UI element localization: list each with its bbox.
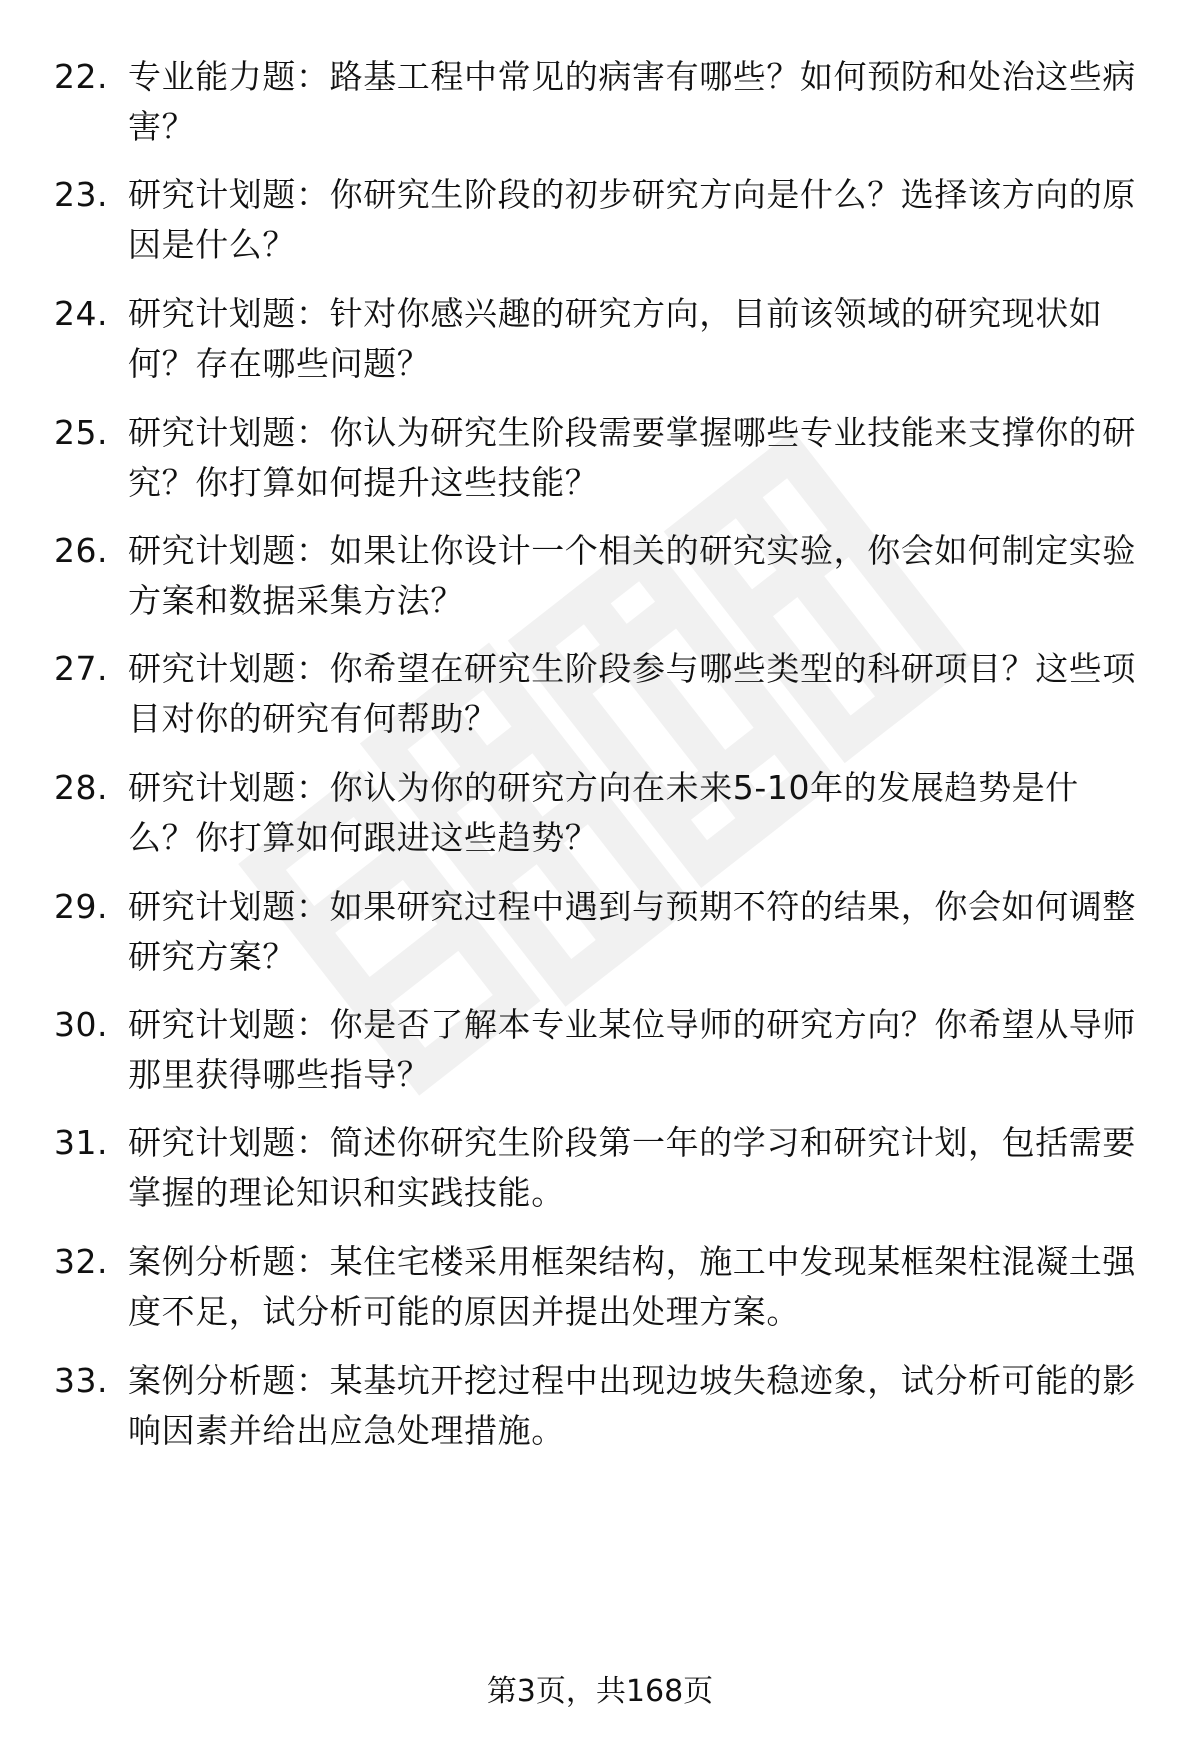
question-number: 27. <box>54 649 108 688</box>
question-text: 研究计划题：如果研究过程中遇到与预期不符的结果，你会如何调整研究方案？ <box>128 887 1136 976</box>
question-number: 23. <box>54 175 108 214</box>
question-item <box>0 408 1200 518</box>
question-item <box>0 882 1200 992</box>
question-item <box>0 1356 1200 1466</box>
question-item <box>0 52 1200 162</box>
question-text: 研究计划题：你认为你的研究方向在未来5-10年的发展趋势是什么？你打算如何跟进这些趋势？ <box>128 768 1079 857</box>
question-number: 22. <box>54 57 108 96</box>
question-text: 研究计划题：如果让你设计一个相关的研究实验，你会如何制定实验方案和数据采集方法？ <box>128 531 1136 620</box>
question-text: 研究计划题：针对你感兴趣的研究方向，目前该领域的研究现状如何？存在哪些问题？ <box>128 294 1103 383</box>
question-text: 研究计划题：你研究生阶段的初步研究方向是什么？选择该方向的原因是什么？ <box>128 175 1136 264</box>
question-item <box>0 526 1200 636</box>
question-item <box>0 1118 1200 1228</box>
question-item <box>0 763 1200 873</box>
question-text: 案例分析题：某住宅楼采用框架结构，施工中发现某框架柱混凝土强度不足，试分析可能的原因并提出处理方案。 <box>128 1242 1136 1331</box>
question-item <box>0 170 1200 280</box>
question-text: 研究计划题：你认为研究生阶段需要掌握哪些专业技能来支撑你的研究？你打算如何提升这些技能？ <box>128 413 1136 502</box>
question-number: 32. <box>54 1242 108 1281</box>
page-footer: 第3页，共168页 <box>486 1674 714 1709</box>
question-number: 29. <box>54 887 108 926</box>
question-item <box>0 644 1200 754</box>
question-number: 28. <box>54 768 108 807</box>
question-text: 专业能力题：路基工程中常见的病害有哪些？如何预防和处治这些病害？ <box>128 57 1136 146</box>
question-text: 研究计划题：你是否了解本专业某位导师的研究方向？你希望从导师那里获得哪些指导？ <box>128 1005 1136 1094</box>
question-text: 研究计划题：简述你研究生阶段第一年的学习和研究计划，包括需要掌握的理论知识和实践技能。 <box>128 1123 1136 1212</box>
question-item <box>0 1000 1200 1110</box>
question-number: 25. <box>54 413 108 452</box>
question-number: 31. <box>54 1123 108 1162</box>
question-text: 研究计划题：你希望在研究生阶段参与哪些类型的科研项目？这些项目对你的研究有何帮助？ <box>128 649 1136 738</box>
question-number: 33. <box>54 1361 108 1400</box>
question-item <box>0 289 1200 399</box>
question-item <box>0 1237 1200 1347</box>
question-number: 30. <box>54 1005 108 1044</box>
question-text: 案例分析题：某基坑开挖过程中出现边坡失稳迹象，试分析可能的影响因素并给出应急处理措施。 <box>128 1361 1136 1450</box>
question-number: 26. <box>54 531 108 570</box>
question-number: 24. <box>54 294 108 333</box>
